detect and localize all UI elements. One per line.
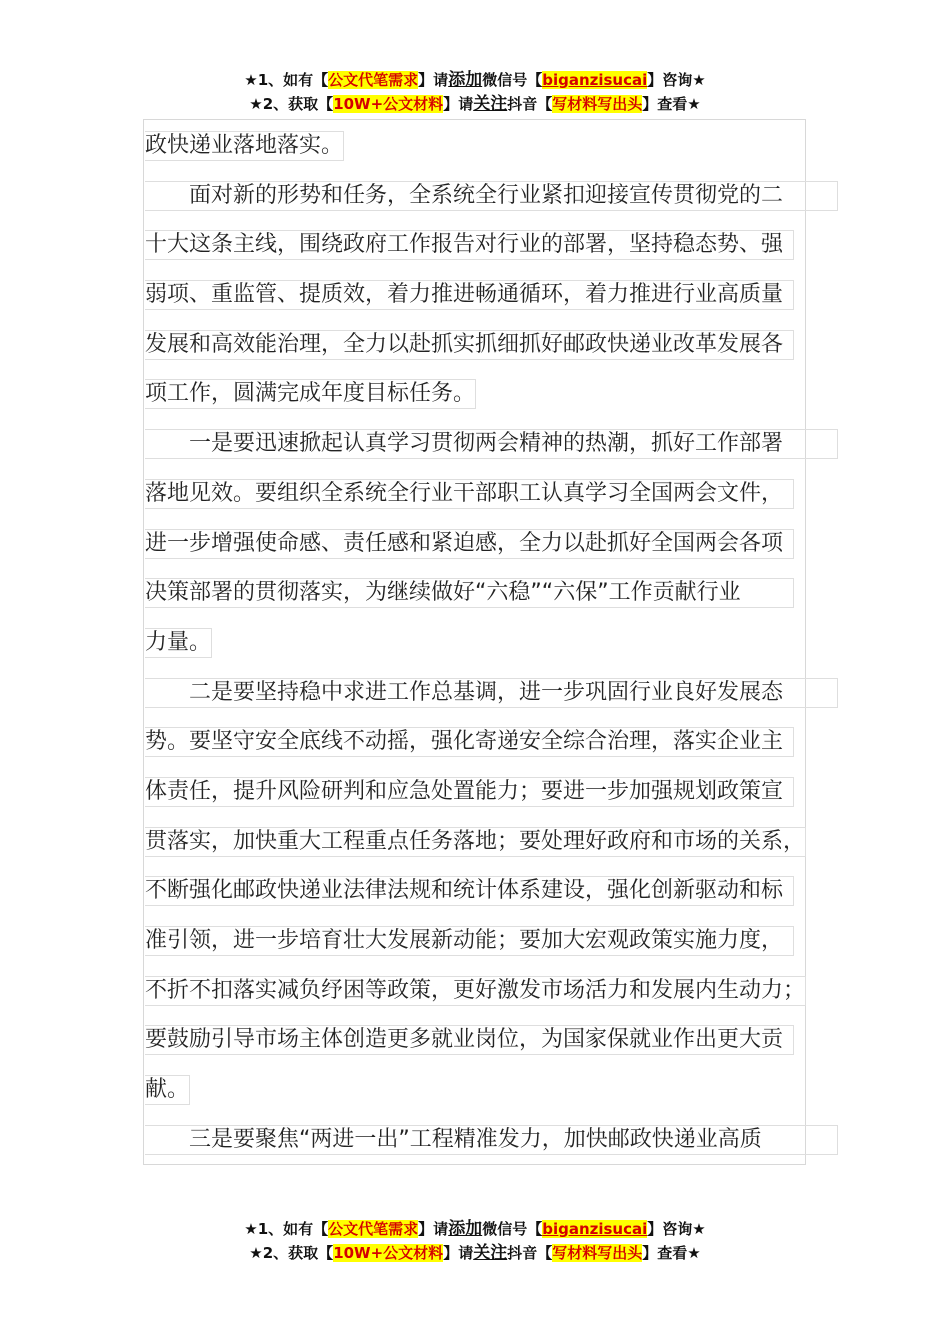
banner-line-1: [0, 68, 950, 92]
banner-text: 抖音【: [507, 95, 553, 113]
text-line: [145, 519, 805, 569]
banner-emphasis: 添加: [448, 1219, 483, 1239]
text-line: [145, 668, 805, 718]
line-text: 项工作，圆满完成年度目标任务。: [145, 379, 476, 409]
text-line: [145, 270, 805, 320]
banner-emphasis: 关注: [473, 94, 508, 114]
line-text: 力量。: [145, 628, 212, 658]
text-line: [145, 1115, 805, 1165]
banner-text: 】请: [418, 71, 449, 89]
wechat-id: biganzisucai: [542, 71, 648, 89]
line-text: 要鼓励引导市场主体创造更多就业岗位，为国家保就业作出更大贡: [145, 1025, 794, 1055]
line-text: 弱项、重监管、提质效，着力推进畅通循环，着力推进行业高质量: [145, 280, 794, 310]
banner-text: 】请: [418, 1220, 449, 1238]
line-text: 决策部署的贯彻落实，为继续做好“六稳”“六保”工作贡献行业: [145, 578, 794, 608]
line-text: 进一步增强使命感、责任感和紧迫感，全力以赴抓好全国两会各项: [145, 529, 794, 559]
line-text: 不断强化邮政快递业法律法规和统计体系建设，强化创新驱动和标: [145, 876, 794, 906]
text-line: [145, 966, 805, 1016]
line-text: 贯落实，加快重大工程重点任务落地；要处理好政府和市场的关系，: [145, 827, 806, 857]
banner-line-2: [0, 1241, 950, 1265]
text-line: [145, 618, 805, 668]
line-text: 体责任，提升风险研判和应急处置能力；要进一步加强规划政策宣: [145, 777, 794, 807]
banner-text: 微信号【: [482, 1220, 543, 1238]
banner-text: 抖音【: [507, 1244, 553, 1262]
line-text: 势。要坚守安全底线不动摇，强化寄递安全综合治理，落实企业主: [145, 727, 794, 757]
banner-text: ★1、如有【: [244, 1220, 329, 1238]
banner-highlight: 10W+公文材料: [333, 95, 444, 113]
text-line: [145, 767, 805, 817]
banner-emphasis: 关注: [473, 1243, 508, 1263]
banner-text: 】查看★: [642, 1244, 701, 1262]
banner-text: 】查看★: [642, 95, 701, 113]
banner-line-1: [0, 1217, 950, 1241]
text-line: [145, 121, 805, 171]
douyin-account: 写材料写出头: [552, 95, 643, 113]
banner-text: ★1、如有【: [244, 71, 329, 89]
banner-line-2: [0, 92, 950, 116]
text-line: [145, 469, 805, 519]
document-body: [145, 121, 805, 1164]
text-line: [145, 568, 805, 618]
text-line: [145, 916, 805, 966]
text-line: [145, 1065, 805, 1115]
text-line: [145, 369, 805, 419]
banner-text: 】请: [443, 95, 474, 113]
banner-text: 微信号【: [482, 71, 543, 89]
line-text: 准引领，进一步培育壮大发展新动能；要加大宏观政策实施力度，: [145, 926, 794, 956]
line-text: 面对新的形势和任务，全系统全行业紧扣迎接宣传贯彻党的二: [145, 181, 838, 211]
text-line: [145, 419, 805, 469]
banner-highlight: 公文代笔需求: [328, 71, 419, 89]
banner-highlight: 10W+公文材料: [333, 1244, 444, 1262]
banner-emphasis: 添加: [448, 70, 483, 90]
line-text: 十大这条主线，围绕政府工作报告对行业的部署，坚持稳态势、强: [145, 230, 794, 260]
wechat-id: biganzisucai: [542, 1220, 648, 1238]
line-text: 三是要聚焦“两进一出”工程精准发力，加快邮政快递业高质: [145, 1125, 838, 1155]
text-line: [145, 220, 805, 270]
text-line: [145, 717, 805, 767]
line-text: 发展和高效能治理，全力以赴抓实抓细抓好邮政快递业改革发展各: [145, 330, 794, 360]
footer-banner: [0, 1217, 950, 1265]
text-line: [145, 171, 805, 221]
text-line: [145, 1015, 805, 1065]
header-banner: [0, 68, 950, 116]
banner-highlight: 公文代笔需求: [328, 1220, 419, 1238]
banner-text: 】咨询★: [647, 71, 706, 89]
line-text: 政快递业落地落实。: [145, 131, 344, 161]
banner-text: ★2、获取【: [249, 1244, 334, 1262]
line-text: 落地见效。要组织全系统全行业干部职工认真学习全国两会文件，: [145, 479, 794, 509]
line-text: 一是要迅速掀起认真学习贯彻两会精神的热潮，抓好工作部署: [145, 429, 838, 459]
banner-text: 】咨询★: [647, 1220, 706, 1238]
line-text: 不折不扣落实减负纾困等政策，更好激发市场活力和发展内生动力；: [145, 976, 806, 1006]
text-line: [145, 817, 805, 867]
text-line: [145, 866, 805, 916]
banner-text: 】请: [443, 1244, 474, 1262]
line-text: 二是要坚持稳中求进工作总基调，进一步巩固行业良好发展态: [145, 678, 838, 708]
banner-text: ★2、获取【: [249, 95, 334, 113]
text-line: [145, 320, 805, 370]
douyin-account: 写材料写出头: [552, 1244, 643, 1262]
line-text: 献。: [145, 1075, 190, 1105]
